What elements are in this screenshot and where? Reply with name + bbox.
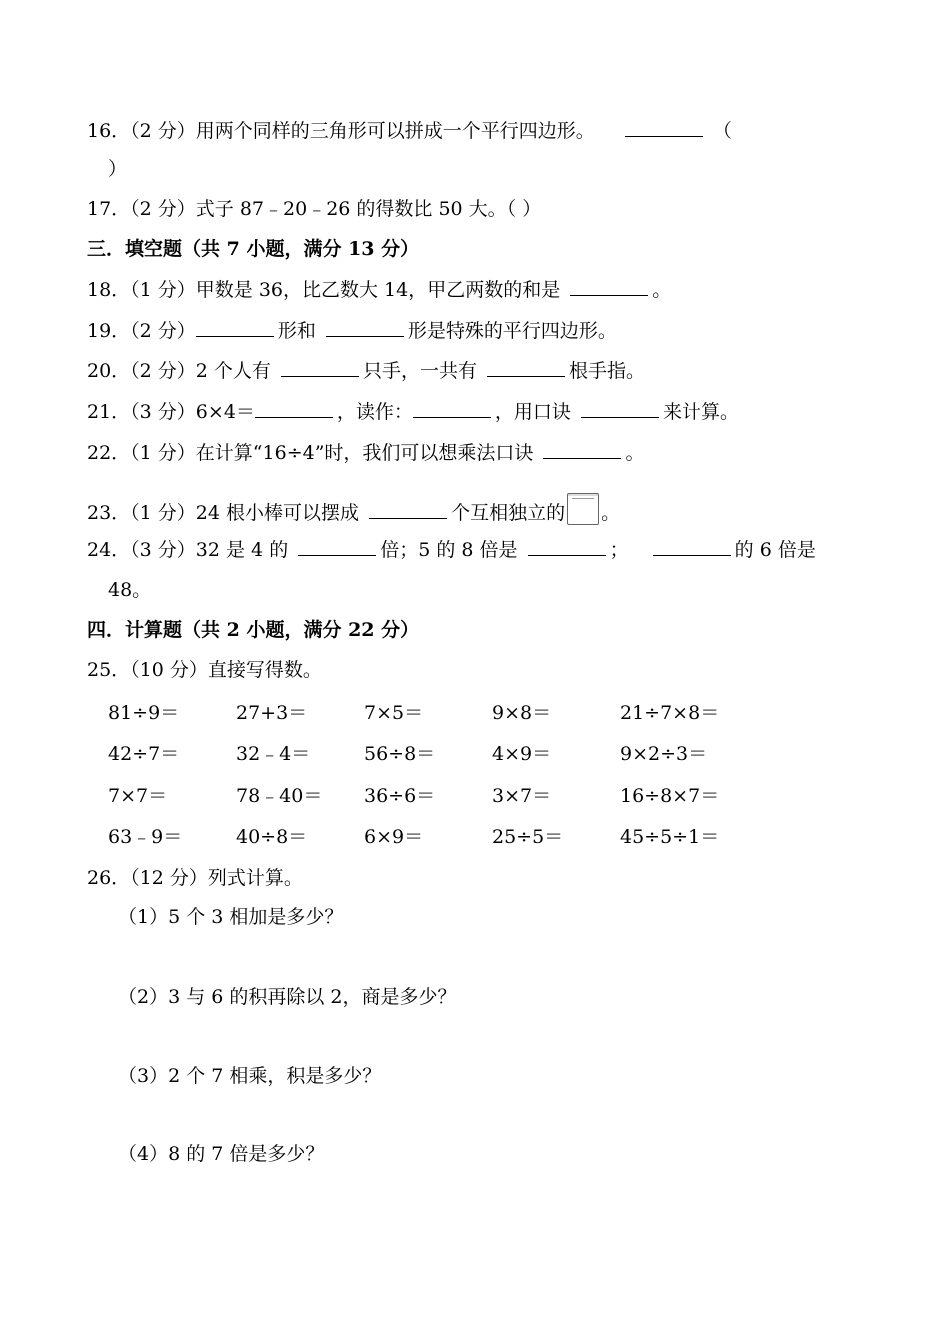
calc-item: 40÷8＝	[236, 826, 308, 848]
calc-item: 6×9＝	[364, 826, 424, 848]
answer-blank[interactable]	[581, 399, 659, 418]
question-22-prefix: 22．（1 分）在计算“16÷4”时，我们可以想乘法口诀	[87, 442, 534, 464]
section-3-heading: 三．填空题（共 7 小题，满分 13 分）	[87, 238, 420, 260]
question-19	[87, 318, 617, 344]
question-23-mid: 个互相独立的	[451, 502, 566, 524]
question-26-part-4: （4）8 的 7 倍是多少？	[118, 1143, 325, 1165]
answer-blank[interactable]	[298, 537, 376, 556]
question-16-paren-open: （	[712, 120, 732, 142]
question-21-mid2: ，用口诀	[494, 401, 571, 423]
section-4-heading: 四．计算题（共 2 小题，满分 22 分）	[87, 619, 420, 641]
calc-item: 9×2÷3＝	[620, 743, 708, 765]
question-26: 26．（12 分）列式计算。	[87, 867, 303, 889]
question-24-mid1: 倍；5 的 8 倍是	[380, 539, 518, 561]
calc-item: 9×8＝	[492, 702, 552, 724]
question-20-mid: 只手，一共有	[362, 360, 477, 382]
answer-blank[interactable]	[528, 537, 606, 556]
calc-item: 36÷6＝	[364, 785, 436, 807]
answer-blank[interactable]	[625, 118, 703, 137]
question-18-text: 18．（1 分）甲数是 36，比乙数大 14，甲乙两数的和是	[87, 279, 561, 301]
answer-blank[interactable]	[281, 358, 359, 377]
answer-blank[interactable]	[653, 537, 731, 556]
calc-item: 7×5＝	[364, 702, 424, 724]
calc-item: 4×9＝	[492, 743, 552, 765]
calc-item: 81÷9＝	[108, 702, 180, 724]
calc-item: 63﹣9＝	[108, 826, 183, 848]
question-26-part-3: （3）2 个 7 相乘，积是多少？	[118, 1065, 382, 1087]
question-17: 17．（2 分）式子 87﹣20﹣26 的得数比 50 大。（ ）	[87, 198, 542, 220]
calc-item: 56÷8＝	[364, 743, 436, 765]
question-26-part-1: （1）5 个 3 相加是多少？	[118, 906, 344, 928]
question-16-paren-close: ）	[108, 158, 128, 180]
question-26-part-2: （2）3 与 6 的积再除以 2，商是多少？	[118, 986, 457, 1008]
calc-item: 25÷5＝	[492, 826, 564, 848]
question-23-end: 。	[601, 502, 621, 524]
question-18	[87, 277, 671, 303]
question-16	[87, 118, 732, 144]
question-25: 25．（10 分）直接写得数。	[87, 659, 322, 681]
calc-item: 78﹣40＝	[236, 785, 323, 807]
answer-blank[interactable]	[369, 500, 447, 519]
question-22-end: 。	[625, 442, 645, 464]
calc-item: 42÷7＝	[108, 743, 180, 765]
question-19-prefix: 19．（2 分）	[87, 320, 196, 342]
question-19-end: 形是特殊的平行四边形。	[407, 320, 617, 342]
answer-blank[interactable]	[413, 399, 491, 418]
answer-blank[interactable]	[543, 440, 621, 459]
question-20	[87, 358, 645, 384]
question-24-mid2: ；	[609, 539, 629, 561]
answer-blank[interactable]	[570, 277, 648, 296]
question-21-end: 来计算。	[662, 401, 739, 423]
answer-blank[interactable]	[487, 358, 565, 377]
question-21-prefix: 21．（3 分）6×4＝	[87, 401, 255, 423]
calc-item: 21÷7×8＝	[620, 702, 720, 724]
calc-item: 45÷5÷1＝	[620, 826, 720, 848]
question-16-text: 16．（2 分）用两个同样的三角形可以拼成一个平行四边形。	[87, 120, 595, 142]
calc-item: 27+3＝	[236, 702, 308, 724]
question-24	[87, 537, 816, 563]
calc-item: 32﹣4＝	[236, 743, 311, 765]
question-21-mid1: ，读作：	[336, 401, 413, 423]
question-23	[87, 493, 620, 526]
question-22	[87, 440, 644, 466]
question-24-mid3: 的 6 倍是	[734, 539, 816, 561]
question-21	[87, 399, 739, 425]
answer-blank[interactable]	[326, 318, 404, 337]
calc-item: 16÷8×7＝	[620, 785, 720, 807]
answer-blank[interactable]	[255, 399, 333, 418]
answer-blank[interactable]	[196, 318, 274, 337]
question-24-prefix: 24．（3 分）32 是 4 的	[87, 539, 289, 561]
question-18-end: 。	[652, 279, 672, 301]
calc-item: 3×7＝	[492, 785, 552, 807]
question-24-continuation: 48。	[108, 579, 152, 601]
calc-item: 7×7＝	[108, 785, 168, 807]
question-20-end: 根手指。	[569, 360, 646, 382]
question-20-prefix: 20．（2 分）2 个人有	[87, 360, 271, 382]
question-19-mid: 形和	[277, 320, 316, 342]
square-icon	[567, 493, 599, 525]
question-23-prefix: 23．（1 分）24 根小棒可以摆成	[87, 502, 360, 524]
